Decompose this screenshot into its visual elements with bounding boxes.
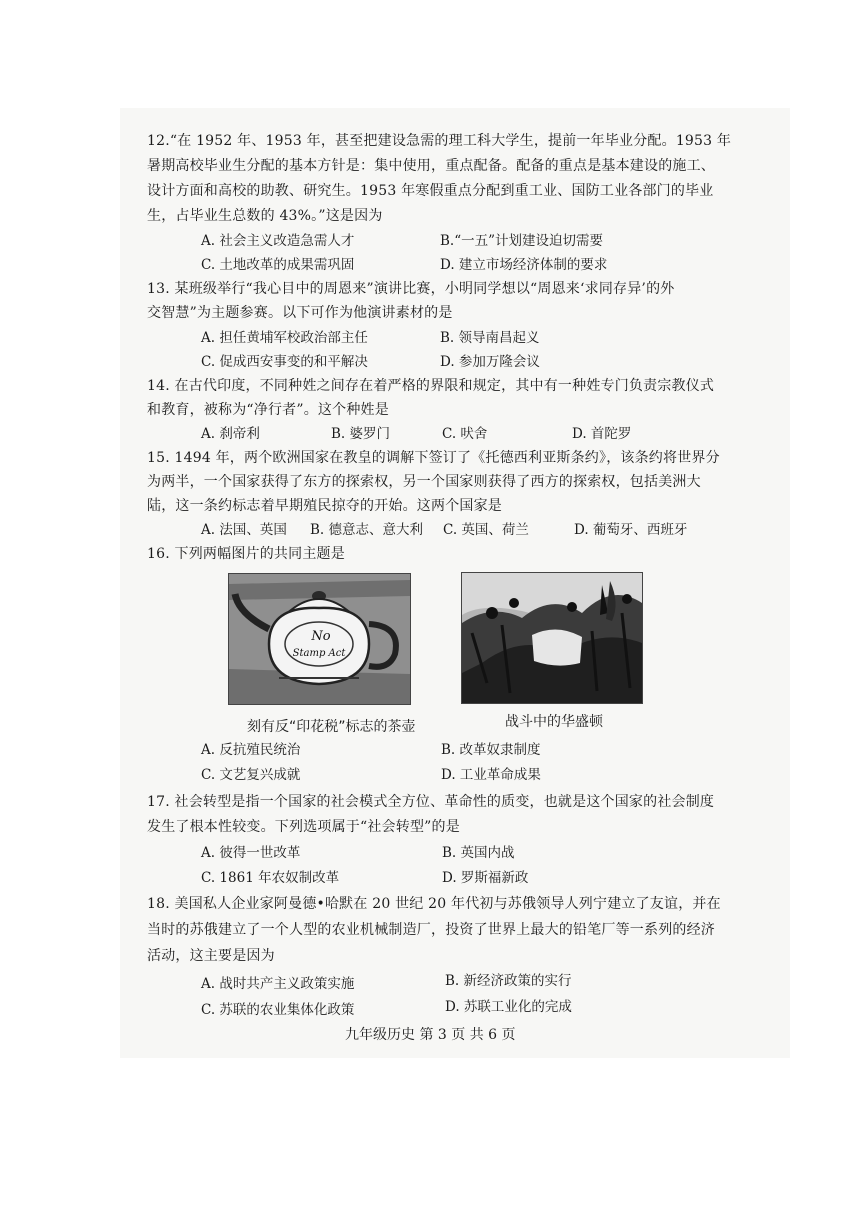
teapot-image bbox=[228, 573, 411, 705]
question-15-option-d: D. 葡萄牙、西班牙 bbox=[574, 522, 688, 538]
question-12-option-d: D. 建立市场经济体制的要求 bbox=[440, 257, 608, 273]
washington-battle-image bbox=[461, 572, 643, 704]
question-13-line-2: 交智慧”为主题参赛。以下可作为他演讲素材的是 bbox=[147, 305, 453, 321]
question-18-option-c: C. 苏联的农业集体化政策 bbox=[201, 1002, 355, 1018]
question-12-line-2: 暑期高校毕业生分配的基本方针是：集中使用，重点配备。配备的重点是基本建设的施工、 bbox=[147, 158, 715, 174]
question-14-option-a: A. 刹帝利 bbox=[201, 426, 260, 442]
question-15-line-2: 为两半，一个国家获得了东方的探索权，另一个国家则获得了西方的探索权，包括美洲大 bbox=[147, 474, 701, 490]
question-15-line-3: 陆，这一条约标志着早期殖民掠夺的开始。这两个国家是 bbox=[147, 498, 502, 514]
teapot-caption: 刻有反“印花税”标志的茶壶 bbox=[247, 719, 416, 735]
question-13-option-c: C. 促成西安事变的和平解决 bbox=[201, 354, 368, 370]
question-15-line-1: 15. 1494 年，两个欧洲国家在教皇的调解下签订了《托德西利亚斯条约》，该条约将世界分 bbox=[147, 450, 720, 466]
question-12-line-4: 生，占毕业生总数的 43%。”这是因为 bbox=[147, 208, 383, 224]
teapot-text-stamp-act: Stamp Act bbox=[292, 648, 346, 659]
question-12-option-a: A. 社会主义改造急需人才 bbox=[201, 233, 355, 249]
question-14-option-d: D. 首陀罗 bbox=[572, 426, 632, 442]
question-17-option-d: D. 罗斯福新政 bbox=[442, 870, 529, 886]
question-17-option-b: B. 英国内战 bbox=[442, 845, 515, 861]
question-18-line-2: 当时的苏俄建立了一个人型的农业机械制造厂，投资了世界上最大的铅笔厂等一系列的经济 bbox=[147, 922, 715, 938]
question-14-option-c: C. 吠舍 bbox=[442, 426, 488, 442]
question-16-option-c: C. 文艺复兴成就 bbox=[201, 767, 301, 783]
question-13-option-b: B. 领导南昌起义 bbox=[440, 330, 540, 346]
page-footer: 九年级历史 第 3 页 共 6 页 bbox=[345, 1027, 516, 1043]
question-18-option-b: B. 新经济政策的实行 bbox=[445, 973, 572, 989]
question-14-line-2: 和教育，被称为“净行者”。这个种姓是 bbox=[147, 402, 389, 418]
question-14-line-1: 14. 在古代印度，不同种姓之间存在着严格的界限和规定，其中有一种姓专门负责宗教仪式 bbox=[147, 378, 715, 394]
question-15-option-c: C. 英国、荷兰 bbox=[443, 522, 529, 538]
teapot-text-no: No bbox=[311, 629, 331, 644]
washington-caption: 战斗中的华盛顿 bbox=[505, 714, 603, 730]
question-17-option-c: C. 1861 年农奴制改革 bbox=[201, 870, 340, 886]
question-12-line-3: 设计方面和高校的助教、研究生。1953 年寒假重点分配到重工业、国防工业各部门的毕业 bbox=[147, 183, 714, 199]
question-18-option-a: A. 战时共产主义政策实施 bbox=[201, 976, 355, 992]
question-18-line-1: 18. 美国私人企业家阿曼德•哈默在 20 世纪 20 年代初与苏俄领导人列宁建立了友谊，并在 bbox=[147, 896, 721, 912]
question-12-line-1: 12.“在 1952 年、1953 年，甚至把建设急需的理工科大学生，提前一年毕业分配。1953 年 bbox=[147, 133, 732, 149]
question-17-option-a: A. 彼得一世改革 bbox=[201, 845, 301, 861]
question-13-option-d: D. 参加万隆会议 bbox=[440, 354, 540, 370]
exam-page-background bbox=[120, 108, 790, 1058]
question-16-option-a: A. 反抗殖民统治 bbox=[201, 742, 301, 758]
question-18-line-3: 活动，这主要是因为 bbox=[147, 948, 275, 964]
question-16-option-b: B. 改革奴隶制度 bbox=[441, 742, 541, 758]
question-17-line-2: 发生了根本性较变。下列选项属于“社会转型”的是 bbox=[147, 819, 460, 835]
question-14-option-b: B. 婆罗门 bbox=[331, 426, 391, 442]
question-13-line-1: 13. 某班级举行“我心目中的周恩来”演讲比赛，小明同学想以“周恩来‘求同存异’的外 bbox=[147, 281, 675, 297]
question-16-line-1: 16. 下列两幅图片的共同主题是 bbox=[147, 546, 345, 562]
question-16-option-d: D. 工业革命成果 bbox=[441, 767, 541, 783]
question-17-line-1: 17. 社会转型是指一个国家的社会模式全方位、革命性的质变，也就是这个国家的社会制度 bbox=[147, 794, 715, 810]
question-12-option-c: C. 土地改革的成果需巩固 bbox=[201, 257, 355, 273]
question-15-option-b: B. 德意志、意大利 bbox=[310, 522, 424, 538]
question-12-option-b: B.“一五”计划建设迫切需要 bbox=[440, 233, 604, 249]
question-13-option-a: A. 担任黄埔军校政治部主任 bbox=[201, 330, 368, 346]
question-15-option-a: A. 法国、英国 bbox=[201, 522, 287, 538]
question-18-option-d: D. 苏联工业化的完成 bbox=[445, 999, 572, 1015]
